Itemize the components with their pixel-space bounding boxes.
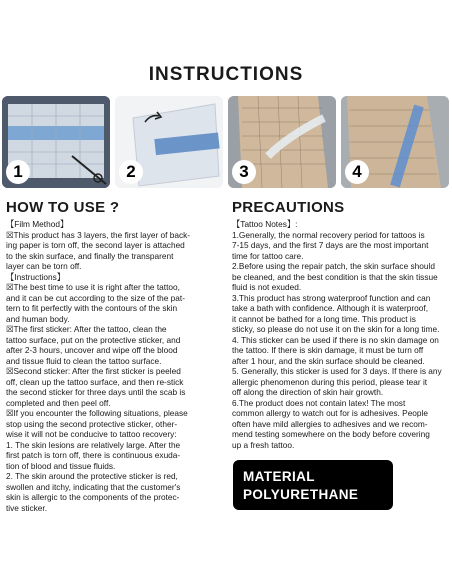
step-photos [2, 96, 450, 188]
text-line: after 2-3 hours, uncover and wipe off the blood [6, 345, 178, 355]
text-line: ☒This product has 3 layers, the first layer of back- [6, 229, 191, 240]
text-line: completed and then peel off. [6, 397, 111, 408]
text-line: time for tattoo care. [232, 250, 304, 261]
material-label: MATERIAL [243, 469, 315, 484]
text-line: to the skin surface, and finally the transparent [6, 250, 174, 261]
text-line: up a fresh tattoo. [232, 439, 295, 450]
text-line: and tissue fluid to clean the tattoo surface. [6, 355, 162, 366]
step-number: 1 [6, 160, 30, 184]
text-line: skin is allergic to the components of the protec- [6, 492, 180, 502]
text-line: the second sticker for three days until the scab is [6, 387, 186, 397]
text-line: ☒If you encounter the following situations, please [6, 408, 188, 418]
text-line: 1.Generally, the normal recovery period for tattoos is [232, 229, 425, 240]
step-number: 2 [119, 160, 143, 184]
text-line: and human body. [6, 313, 70, 324]
step-number: 4 [345, 160, 369, 184]
text-line: sticky, so please do not use it on the skin for a long time. [232, 324, 440, 334]
text-line: off along the direction of skin hair growth. [232, 387, 384, 397]
text-line: often have mild allergies to adhesives and we recom- [232, 418, 428, 429]
text-line: 3.This product has strong waterproof function and can [232, 292, 431, 303]
text-line: ing paper is torn off, the second layer is attached [6, 240, 185, 250]
text-line: be cleaned, and the best condition is that the skin tissue [232, 271, 438, 282]
text-line: swollen and itchy, indicating that the customer's [6, 481, 181, 492]
text-line: fluid is not exuded. [232, 282, 302, 292]
text-line: 5. Generally, this sticker is used for 3 days. If there is any [232, 366, 442, 376]
material-badge [233, 460, 393, 510]
text-line: tion of blood and tissue fluids. [6, 460, 116, 471]
how-to-use-text [6, 219, 224, 513]
text-line: off, clean up the tattoo surface, and then re-stick [6, 376, 184, 387]
step-photo-4 [341, 96, 449, 188]
text-line: stop using the second protective sticker, other- [6, 418, 178, 429]
text-line: 6.The product does not contain latex! The most [232, 397, 406, 408]
text-line: first patch is torn off, there is continuous exuda- [6, 450, 181, 460]
text-line: take a bath with confidence. Although it is waterproof, [232, 303, 429, 313]
text-line: 7-15 days, and the first 7 days are the most important [232, 240, 429, 250]
material-value: POLYURETHANE [243, 487, 359, 502]
step-photo-3 [228, 96, 336, 188]
step-number: 3 [232, 160, 256, 184]
text-line: 【Instructions】 [6, 271, 66, 282]
text-line: after 1 hour, and the skin surface should be cleaned. [232, 355, 425, 366]
step-photo-1 [2, 96, 110, 188]
text-line: it cannot be bathed for a long time. This product is [232, 313, 416, 324]
text-line: mend testing somewhere on the body before covering [232, 429, 430, 439]
text-line: 【Film Method】 [6, 219, 69, 229]
text-line: 2. The skin around the protective sticker is red, [6, 471, 178, 481]
text-line: layer can be torn off. [6, 261, 82, 271]
precautions-heading: PRECAUTIONS [232, 199, 345, 216]
how-to-use-heading: HOW TO USE ? [6, 199, 120, 216]
text-line: ☒Second sticker: After the first sticker is peeled [6, 366, 181, 376]
text-line: common allergy to watch out for is adhesives. People [232, 408, 428, 418]
text-line: tern to fit perfectly with the contours of the skin [6, 303, 178, 313]
text-line: the tattoo. If there is skin damage, it must be turn off [232, 345, 424, 355]
text-line: 【Tattoo Notes】: [232, 219, 298, 229]
precautions-text [232, 219, 450, 450]
text-line: ☒The best time to use it is right after the tattoo, [6, 282, 180, 292]
text-line: and it can be cut according to the size of the pat- [6, 292, 185, 303]
text-line: allergic phenomenon during this period, please tear it [232, 376, 428, 387]
step-photo-2 [115, 96, 223, 188]
text-line: 2.Before using the repair patch, the skin surface should [232, 261, 435, 271]
text-line: 4. This sticker can be used if there is no skin damage on [232, 334, 439, 345]
text-line: tive sticker. [6, 502, 48, 513]
page-title: INSTRUCTIONS [148, 64, 304, 85]
text-line: 1. The skin lesions are relatively large. After the [6, 439, 181, 450]
text-line: tattoo surface, put on the protective sticker, and [6, 334, 181, 345]
text-line: ☒The first sticker: After the tattoo, clean the [6, 324, 167, 334]
text-line: wise it will not be conducive to tattoo recovery: [6, 429, 177, 439]
